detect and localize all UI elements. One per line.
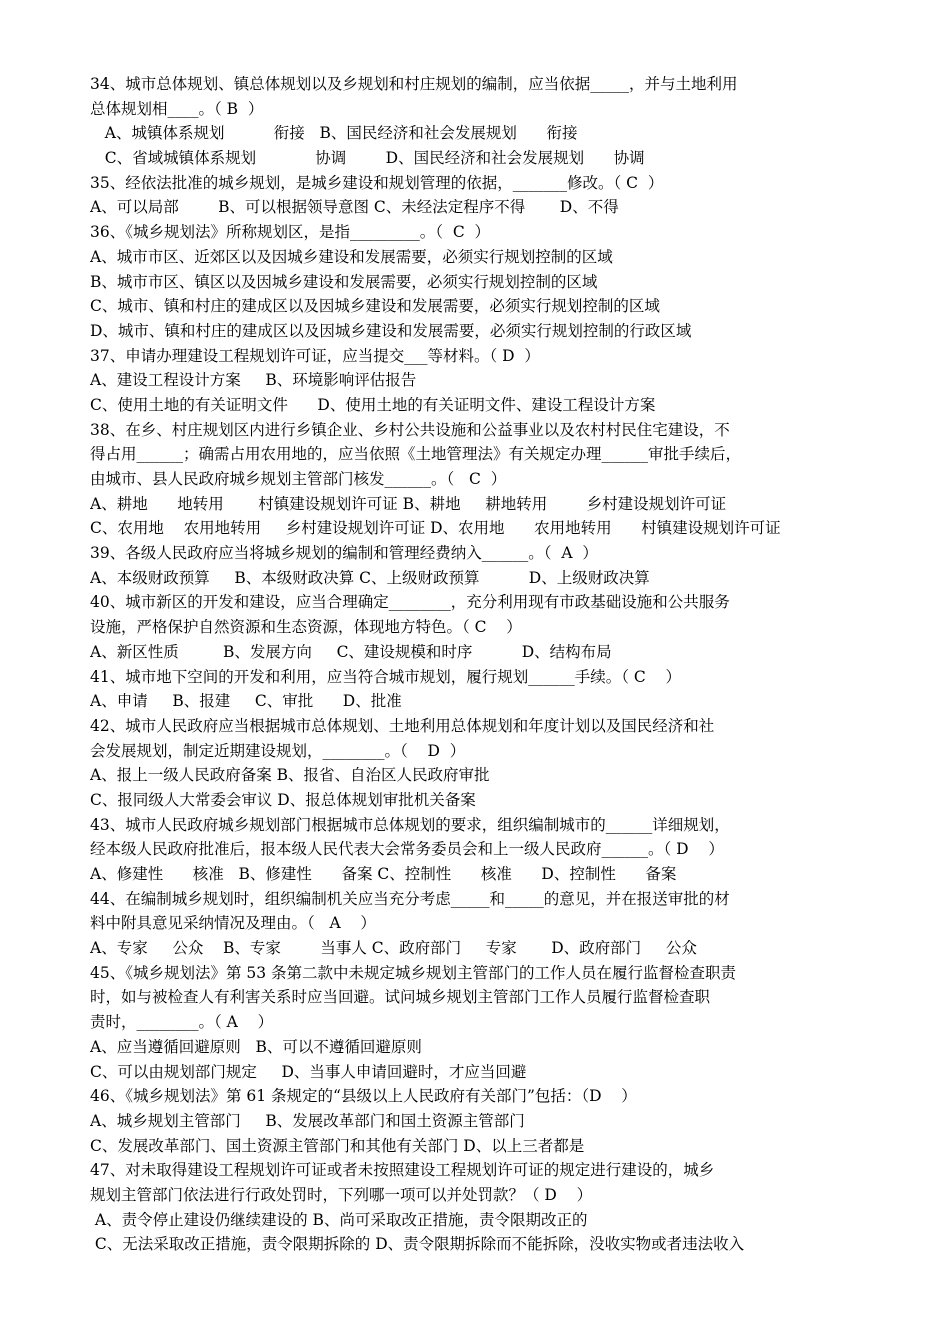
text-line: C、无法采取改正措施，责令限期拆除的 D、责令限期拆除而不能拆除，没收实物或者违法收入 (90, 1235, 745, 1254)
text-line: C、农用地 农用地转用 乡村建设规划许可证 D、农用地 农用地转用 村镇建设规划许可证 (90, 519, 781, 538)
text-line: C、省域城镇体系规划 协调 D、国民经济和社会发展规划 协调 (90, 149, 645, 168)
text-line: 责时，________。（ A ） (90, 1013, 274, 1032)
text-line: 39、各级人民政府应当将城乡规划的编制和管理经费纳入______。（ A ） (90, 544, 598, 563)
text-line: 46、《城乡规划法》第 61 条规定的“县级以上人民政府有关部门”包括：（D ） (90, 1087, 637, 1106)
text-line: 经本级人民政府批准后，报本级人民代表大会常务委员会和上一级人民政府______。（ D ） (90, 840, 724, 859)
text-line: A、新区性质 B、发展方向 C、建设规模和时序 D、结构布局 (90, 642, 612, 661)
text-line: A、城市市区、近郊区以及因城乡建设和发展需要，必须实行规划控制的区域 (90, 247, 613, 266)
text-line: 44、在编制城乡规划时，组织编制机关应当充分考虑_____和_____的意见，并在报送审批的材 (90, 889, 730, 908)
text-line: D、城市、镇和村庄的建成区以及因城乡建设和发展需要，必须实行规划控制的行政区域 (90, 321, 692, 340)
text-line: A、责令停止建设仍继续建设的 B、尚可采取改正措施，责令限期改正的 (90, 1210, 588, 1229)
text-line: C、发展改革部门、国土资源主管部门和其他有关部门 D、以上三者都是 (90, 1136, 585, 1155)
text-line: C、报同级人大常委会审议 D、报总体规划审批机关备案 (90, 790, 476, 809)
text-line: 时，如与被检查人有利害关系时应当回避。试问城乡规划主管部门工作人员履行监督检查职 (90, 988, 711, 1007)
text-line: 36、《城乡规划法》所称规划区，是指_________。（ C ） (90, 223, 491, 242)
text-line: 34、城市总体规划、镇总体规划以及乡规划和村庄规划的编制，应当依据_____，并与土地利用 (90, 75, 738, 93)
text-line: C、可以由规划部门规定 D、当事人申请回避时，才应当回避 (90, 1062, 527, 1081)
text-line: 45、《城乡规划法》第 53 条第二款中未规定城乡规划主管部门的工作人员在履行监督检查职责 (90, 963, 737, 982)
text-line: 42、城市人民政府应当根据城市总体规划、土地利用总体规划和年度计划以及国民经济和社 (90, 716, 715, 735)
text-line: 47、对未取得建设工程规划许可证或者未按照建设工程规划许可证的规定进行建设的，城乡 (90, 1161, 715, 1180)
text-line: 总体规划相____。（ B ） (90, 99, 264, 118)
text-line: 38、在乡、村庄规划区内进行乡镇企业、乡村公共设施和公益事业以及农村村民住宅建设，不 (90, 420, 730, 439)
text-line: A、修建性 核准 B、修建性 备案 C、控制性 核准 D、控制性 备案 (90, 865, 677, 883)
text-line: 料中附具意见采纳情况及理由。（ A ） (90, 914, 376, 933)
text-line: 规划主管部门依法进行行政处罚时，下列哪一项可以并处罚款？（ D ） (90, 1185, 593, 1204)
text-line: A、城镇体系规划 衔接 B、国民经济和社会发展规划 衔接 (90, 124, 578, 143)
text-line: A、报上一级人民政府备案 B、报省、自治区人民政府审批 (90, 766, 490, 785)
text-line: A、本级财政预算 B、本级财政决算 C、上级财政预算 D、上级财政决算 (90, 568, 650, 587)
document-page (90, 72, 870, 1257)
text-line: C、城市、镇和村庄的建成区以及因城乡建设和发展需要，必须实行规划控制的区域 (90, 297, 660, 316)
text-line: A、建设工程设计方案 B、环境影响评估报告 (90, 371, 417, 390)
text-line: A、应当遵循回避原则 B、可以不遵循回避原则 (90, 1037, 422, 1056)
text-line: 得占用______；确需占用农用地的，应当依照《土地管理法》有关规定办理______审批手续后， (90, 445, 742, 464)
text-line: A、城乡规划主管部门 B、发展改革部门和国土资源主管部门 (90, 1111, 525, 1130)
text-line: A、可以局部 B、可以根据领导意图 C、未经法定程序不得 D、不得 (90, 198, 619, 217)
text-line: 41、城市地下空间的开发和利用，应当符合城市规划，履行规划______手续。（ C ） (90, 667, 681, 686)
text-line: 由城市、县人民政府城乡规划主管部门核发______。（ C ） (90, 470, 507, 488)
text-line: 40、城市新区的开发和建设，应当合理确定________，充分利用现有市政基础设施和公共服务 (90, 593, 730, 612)
text-line: A、申请 B、报建 C、审批 D、批准 (90, 692, 402, 711)
text-line: A、专家 公众 B、专家 当事人 C、政府部门 专家 D、政府部门 公众 (90, 939, 697, 958)
text-line: 会发展规划，制定近期建设规划，________。（ D ） (90, 741, 466, 760)
text-line: A、耕地 地转用 村镇建设规划许可证 B、耕地 耕地转用 乡村建设规划许可证 (90, 494, 727, 513)
text-line: 35、经依法批准的城乡规划，是城乡建设和规划管理的依据，_______修改。（ C ） (90, 173, 664, 192)
text-line: 37、申请办理建设工程规划许可证，应当提交___等材料。（ D ） (90, 346, 540, 365)
text-line: 设施，严格保护自然资源和生态资源，体现地方特色。（ C ） (90, 618, 522, 637)
text-line: 43、城市人民政府城乡规划部门根据城市总体规划的要求，组织编制城市的______详细规划， (90, 815, 730, 834)
text-line: C、使用土地的有关证明文件 D、使用土地的有关证明文件、建设工程设计方案 (90, 395, 656, 414)
text-line: B、城市市区、镇区以及因城乡建设和发展需要，必须实行规划控制的区域 (90, 272, 598, 291)
